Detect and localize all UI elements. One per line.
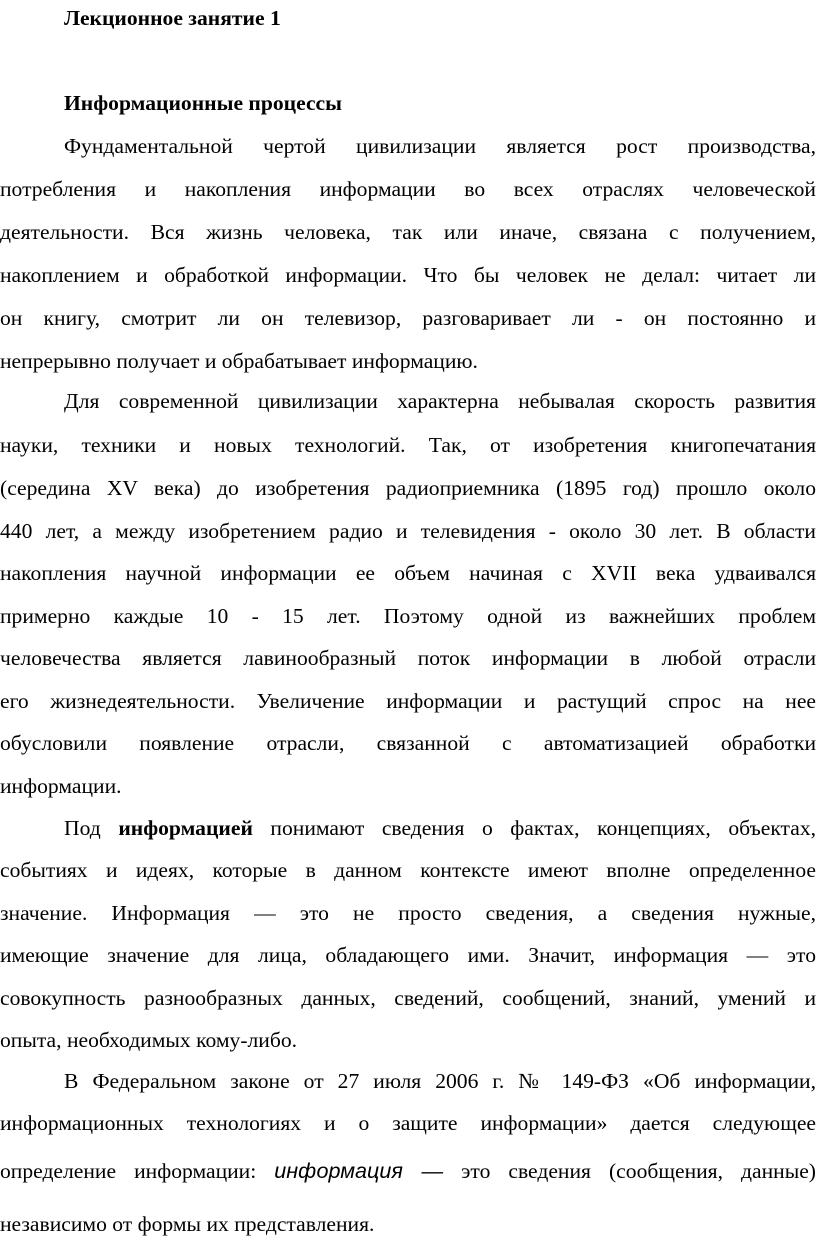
paragraph-line: информации. — [0, 774, 122, 798]
paragraph-line: имеющие значение для лица, обладающего ими. Значит, информация — это — [0, 943, 816, 967]
term-information: информацией — [118, 816, 253, 840]
paragraph-line: накоплением и обработкой информации. Что бы человек не делал: читает ли — [0, 263, 816, 287]
paragraph-line: накопления научной информации ее объем начиная с XVII века удваивался — [0, 561, 816, 585]
paragraph-line: Для современной цивилизации характерна небывалая скорость развития — [64, 389, 816, 413]
paragraph-line: опыта, необходимых кому-либо. — [0, 1028, 298, 1052]
paragraph-line: независимо от формы их представления. — [0, 1212, 375, 1236]
paragraph-line: (середина XV века) до изобретения радиоприемника (1895 год) прошло около — [0, 476, 816, 500]
paragraph-line: человечества является лавинообразный поток информации в любой отрасли — [0, 646, 816, 670]
paragraph-line: В Федеральном законе от 27 июля 2006 г. № 149-ФЗ «Об информации, — [64, 1069, 816, 1093]
paragraph-line — [64, 815, 816, 841]
paragraph-line: примерно каждые 10 - 15 лет. Поэтому одной из важнейших проблем — [0, 604, 816, 628]
paragraph-line: потребления и накопления информации во всех отраслях человеческой — [0, 177, 816, 201]
lecture-title: Лекционное занятие 1 — [64, 6, 281, 30]
paragraph-line: науки, техники и новых технологий. Так, от изобретения книгопечатания — [0, 433, 816, 457]
text-run: понимают сведения о фактах, концепциях, объектах, — [252, 816, 816, 840]
text-run: это сведения (сообщения, данные) — [443, 1159, 816, 1183]
text-run: Под — [64, 816, 119, 840]
paragraph-line: информационных технологиях и о защите информации» дается следующее — [0, 1111, 816, 1135]
paragraph-line: деятельности. Вся жизнь человека, так или иначе, связана с получением, — [0, 220, 816, 244]
definition-line — [0, 1158, 816, 1184]
paragraph-line: событиях и идеях, которые в данном контексте имеют вполне определенное — [0, 858, 816, 882]
paragraph-line: 440 лет, а между изобретением радио и телевидения - около 30 лет. В области — [0, 519, 816, 543]
text-run: определение информации: — [0, 1159, 275, 1183]
section-title: Информационные процессы — [64, 91, 342, 115]
definition-term: информация — — [274, 1158, 444, 1183]
paragraph-line: его жизнедеятельности. Увеличение информации и растущий спрос на нее — [0, 689, 816, 713]
paragraph-line: он книгу, смотрит ли он телевизор, разговаривает ли - он постоянно и — [0, 306, 816, 330]
paragraph-line: непрерывно получает и обрабатывает информацию. — [0, 349, 478, 373]
paragraph-line: совокупность разнообразных данных, сведений, сообщений, знаний, умений и — [0, 986, 816, 1010]
paragraph-line: Фундаментальной чертой цивилизации является рост производства, — [64, 134, 816, 158]
paragraph-line: значение. Информация — это не просто сведения, а сведения нужные, — [0, 901, 816, 925]
paragraph-line: обусловили появление отрасли, связанной с автоматизацией обработки — [0, 731, 816, 755]
